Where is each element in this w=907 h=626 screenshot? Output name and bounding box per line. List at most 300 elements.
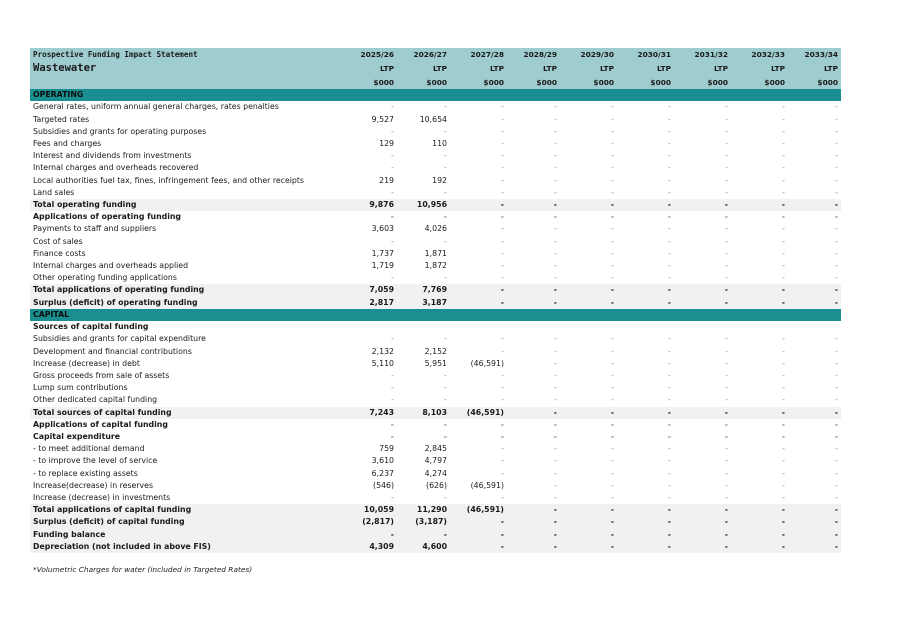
value-cell: - [554, 248, 557, 258]
value-cell: 7,769 [397, 284, 450, 296]
table-row [30, 236, 841, 248]
row-label: Gross proceeds from sale of assets [33, 371, 170, 381]
row-label: Development and financial contributions [33, 346, 192, 356]
value-cell: - [725, 163, 728, 173]
value-cell: - [725, 261, 728, 271]
value-cell: - [391, 493, 394, 503]
value-cell: - [782, 468, 785, 478]
row-label: Payments to staff and suppliers [33, 224, 157, 234]
value-cell: - [668, 493, 671, 503]
value-cell: - [725, 248, 728, 258]
value-cell: - [617, 529, 674, 541]
value-cell: - [501, 139, 504, 148]
header-year-cell: 2025/26 [344, 48, 397, 61]
row-label: Interest and dividends from investments [33, 151, 192, 161]
value-cell: - [554, 395, 557, 405]
value-cell: - [782, 371, 785, 381]
value-cell: - [725, 468, 728, 478]
total-row [30, 541, 841, 553]
value-cell: - [444, 126, 447, 136]
value-cell: - [554, 102, 557, 112]
value-cell: - [835, 126, 838, 136]
value-cell: - [560, 516, 617, 528]
value-cell: - [507, 284, 560, 296]
value-cell: - [611, 224, 614, 234]
value-cell: - [782, 261, 785, 271]
value-cell: - [668, 163, 671, 173]
value-cell: - [674, 541, 731, 553]
value-cell [560, 89, 617, 101]
table-row [30, 333, 841, 345]
value-cell: - [391, 273, 394, 283]
value-cell: - [835, 493, 838, 503]
fis-table [30, 48, 841, 553]
value-cell [674, 321, 731, 333]
value-cell: - [554, 334, 557, 344]
value-cell: - [731, 407, 788, 419]
value-cell: - [507, 199, 560, 211]
value-cell: - [834, 432, 838, 442]
value-cell: - [782, 444, 785, 454]
value-cell [617, 321, 674, 333]
value-cell: 1,872 [424, 261, 447, 271]
value-cell: - [788, 516, 841, 528]
value-cell: - [835, 236, 838, 246]
value-cell: - [782, 346, 785, 356]
value-cell: - [610, 432, 614, 442]
value-cell: - [782, 151, 785, 161]
value-cell: - [731, 284, 788, 296]
row-label: OPERATING [30, 89, 344, 101]
table-row [30, 211, 841, 223]
value-cell: - [668, 126, 671, 136]
value-cell: - [835, 151, 838, 161]
value-cell: - [668, 395, 671, 405]
value-cell: 2,132 [371, 346, 394, 356]
value-cell: - [668, 334, 671, 344]
value-cell: - [391, 334, 394, 344]
value-cell: - [725, 139, 728, 148]
value-cell: - [731, 504, 788, 516]
value-cell: - [725, 224, 728, 234]
value-cell: 3,610 [371, 456, 394, 466]
value-cell: - [501, 444, 504, 454]
value-cell: - [611, 371, 614, 381]
row-label: Sources of capital funding [33, 322, 149, 332]
value-cell: - [668, 102, 671, 112]
value-cell: - [344, 529, 397, 541]
value-cell: - [554, 139, 557, 148]
value-cell: - [610, 419, 614, 429]
value-cell: - [611, 102, 614, 112]
funding-impact-statement [30, 48, 838, 553]
value-cell [507, 89, 560, 101]
value-cell: - [617, 541, 674, 553]
value-cell: - [725, 187, 728, 197]
total-row [30, 504, 841, 516]
value-cell: - [611, 248, 614, 258]
header-unit-cell: $000 [617, 76, 674, 89]
value-cell: - [724, 212, 728, 222]
row-label: Increase (decrease) in debt [33, 358, 140, 368]
value-cell: - [391, 102, 394, 112]
header-row-plan [30, 61, 841, 76]
row-label: Land sales [33, 187, 75, 197]
value-cell: - [668, 224, 671, 234]
value-cell: - [725, 236, 728, 246]
value-cell [397, 321, 450, 333]
value-cell: - [554, 444, 557, 454]
value-cell: - [668, 456, 671, 466]
value-cell: - [731, 297, 788, 309]
value-cell: - [668, 371, 671, 381]
value-cell: (3,187) [397, 516, 450, 528]
value-cell: - [668, 236, 671, 246]
value-cell: - [554, 273, 557, 283]
table-row [30, 321, 841, 333]
value-cell: - [501, 456, 504, 466]
value-cell: - [782, 114, 785, 124]
value-cell: - [731, 529, 788, 541]
value-cell: - [500, 212, 504, 222]
value-cell: 7,059 [344, 284, 397, 296]
value-cell: - [667, 419, 671, 429]
value-cell [788, 89, 841, 101]
row-label: Applications of capital funding [33, 419, 168, 429]
value-cell: - [835, 224, 838, 234]
value-cell: (46,591) [470, 480, 504, 490]
value-cell: - [725, 175, 728, 185]
row-label: Lump sum contributions [33, 383, 128, 393]
value-cell [397, 89, 450, 101]
value-cell: - [507, 407, 560, 419]
header-plan-cell: LTP [674, 61, 731, 76]
value-cell: - [674, 504, 731, 516]
value-cell: - [443, 212, 447, 222]
section-row [30, 89, 841, 101]
value-cell: - [560, 297, 617, 309]
header-unit-cell: $000 [397, 76, 450, 89]
value-cell: - [725, 273, 728, 283]
value-cell: - [501, 126, 504, 136]
value-cell: - [554, 383, 557, 393]
value-cell: - [611, 163, 614, 173]
value-cell: - [611, 395, 614, 405]
value-cell: - [554, 346, 557, 356]
value-cell: - [501, 163, 504, 173]
table-row [30, 126, 841, 138]
row-label: Subsidies and grants for capital expenditure [33, 334, 206, 344]
row-label: Internal charges and overheads recovered [33, 163, 199, 173]
value-cell: - [724, 419, 728, 429]
value-cell: - [554, 236, 557, 246]
value-cell: - [834, 419, 838, 429]
table-row [30, 114, 841, 126]
value-cell: (546) [373, 480, 394, 490]
value-cell: 10,654 [419, 114, 447, 124]
value-cell: - [782, 493, 785, 503]
table-row [30, 187, 841, 199]
row-label: Applications of operating funding [33, 212, 182, 222]
value-cell [674, 309, 731, 321]
value-cell: - [501, 175, 504, 185]
value-cell: - [668, 139, 671, 148]
value-cell: 3,187 [397, 297, 450, 309]
header-year-cell: 2032/33 [731, 48, 788, 61]
value-cell: - [391, 383, 394, 393]
table-row [30, 455, 841, 467]
value-cell: - [450, 284, 507, 296]
value-cell [450, 321, 507, 333]
value-cell: - [788, 407, 841, 419]
value-cell [617, 89, 674, 101]
value-cell: - [450, 516, 507, 528]
value-cell: - [611, 236, 614, 246]
value-cell: - [668, 175, 671, 185]
value-cell: - [611, 383, 614, 393]
value-cell: - [444, 371, 447, 381]
table-row [30, 419, 841, 431]
value-cell: - [501, 468, 504, 478]
value-cell: - [788, 284, 841, 296]
table-row [30, 492, 841, 504]
header-row-units [30, 76, 841, 89]
row-label: Surplus (deficit) of capital funding [30, 516, 344, 528]
value-cell: - [554, 151, 557, 161]
value-cell: - [560, 199, 617, 211]
value-cell: 7,243 [344, 407, 397, 419]
value-cell: 4,797 [424, 456, 447, 466]
value-cell: - [444, 273, 447, 283]
value-cell: 2,817 [344, 297, 397, 309]
value-cell: - [611, 187, 614, 197]
value-cell: 8,103 [397, 407, 450, 419]
value-cell: - [501, 102, 504, 112]
value-cell: 11,290 [397, 504, 450, 516]
value-cell: - [835, 163, 838, 173]
value-cell: - [835, 456, 838, 466]
header-year-cell: 2027/28 [450, 48, 507, 61]
table-row [30, 175, 841, 187]
value-cell: 5,110 [371, 358, 394, 368]
table-row [30, 346, 841, 358]
value-cell: - [731, 541, 788, 553]
value-cell: - [391, 236, 394, 246]
value-cell: - [835, 358, 838, 368]
row-label: Local authorities fuel tax, fines, infringement fees, and other receipts [33, 175, 304, 185]
value-cell: - [444, 236, 447, 246]
header-plan-cell: LTP [450, 61, 507, 76]
value-cell: - [788, 297, 841, 309]
value-cell: - [391, 395, 394, 405]
value-cell: - [554, 114, 557, 124]
table-row [30, 358, 841, 370]
total-row [30, 284, 841, 296]
value-cell: - [668, 346, 671, 356]
value-cell: 1,719 [371, 261, 394, 271]
value-cell: - [725, 493, 728, 503]
value-cell: - [507, 541, 560, 553]
row-label: Other operating funding applications [33, 273, 177, 283]
value-cell: - [781, 212, 785, 222]
value-cell: - [554, 358, 557, 368]
header-row-years [30, 48, 841, 61]
table-header [30, 48, 841, 89]
value-cell: - [725, 346, 728, 356]
row-label: Increase (decrease) in investments [33, 493, 171, 503]
value-cell: - [668, 151, 671, 161]
value-cell: - [507, 529, 560, 541]
value-cell: - [835, 383, 838, 393]
header-unit-cell: $000 [788, 76, 841, 89]
value-cell: - [444, 151, 447, 161]
value-cell: - [781, 419, 785, 429]
value-cell: - [781, 432, 785, 442]
table-row [30, 260, 841, 272]
value-cell: - [554, 175, 557, 185]
value-cell [450, 89, 507, 101]
value-cell: - [674, 199, 731, 211]
value-cell: - [782, 480, 785, 490]
value-cell: 1,871 [424, 248, 447, 258]
header-plan-cell: LTP [617, 61, 674, 76]
value-cell: (2,817) [344, 516, 397, 528]
row-label: Other dedicated capital funding [33, 395, 158, 405]
value-cell: - [725, 480, 728, 490]
value-cell: - [501, 383, 504, 393]
value-cell: - [835, 273, 838, 283]
value-cell: - [554, 224, 557, 234]
value-cell: - [782, 236, 785, 246]
value-cell: - [450, 297, 507, 309]
value-cell: - [553, 212, 557, 222]
value-cell: - [611, 126, 614, 136]
value-cell: - [611, 175, 614, 185]
header-plan-cell: LTP [507, 61, 560, 76]
value-cell: - [611, 114, 614, 124]
value-cell: - [782, 358, 785, 368]
value-cell: - [617, 407, 674, 419]
value-cell: - [667, 432, 671, 442]
value-cell [344, 309, 397, 321]
total-row [30, 529, 841, 541]
value-cell: - [668, 358, 671, 368]
value-cell [507, 309, 560, 321]
header-plan-cell: LTP [397, 61, 450, 76]
row-label: Capital expenditure [33, 432, 121, 442]
row-label: Finance costs [33, 248, 86, 258]
value-cell: - [507, 516, 560, 528]
value-cell: - [554, 371, 557, 381]
value-cell: - [782, 139, 785, 148]
header-plan-cell: LTP [788, 61, 841, 76]
value-cell: - [788, 199, 841, 211]
value-cell: 4,274 [424, 468, 447, 478]
value-cell: - [501, 151, 504, 161]
value-cell: - [835, 139, 838, 148]
value-cell: 5,951 [424, 358, 447, 368]
total-row [30, 297, 841, 309]
value-cell: - [782, 334, 785, 344]
value-cell: 4,309 [344, 541, 397, 553]
value-cell: 1,737 [371, 248, 394, 258]
table-row [30, 248, 841, 260]
table-row [30, 443, 841, 455]
header-unit-cell: $000 [507, 76, 560, 89]
value-cell: - [444, 395, 447, 405]
row-label: - to improve the level of service [33, 456, 158, 466]
value-cell: - [725, 126, 728, 136]
value-cell: - [731, 199, 788, 211]
value-cell: - [668, 261, 671, 271]
value-cell: - [443, 419, 447, 429]
value-cell: - [554, 480, 557, 490]
value-cell: - [390, 419, 394, 429]
value-cell: - [553, 419, 557, 429]
value-cell [450, 309, 507, 321]
value-cell: - [554, 126, 557, 136]
value-cell: - [782, 175, 785, 185]
value-cell: - [835, 114, 838, 124]
value-cell: - [725, 151, 728, 161]
value-cell: - [611, 273, 614, 283]
value-cell: (46,591) [470, 358, 504, 368]
value-cell: - [617, 284, 674, 296]
table-row [30, 150, 841, 162]
value-cell: - [725, 114, 728, 124]
value-cell: - [554, 456, 557, 466]
value-cell: - [835, 248, 838, 258]
value-cell: - [501, 371, 504, 381]
row-label: Increase(decrease) in reserves [33, 480, 154, 490]
value-cell: - [391, 371, 394, 381]
value-cell: - [501, 334, 504, 344]
value-cell: - [554, 468, 557, 478]
value-cell: - [553, 432, 557, 442]
row-label: Internal charges and overheads applied [33, 261, 189, 271]
value-cell: - [788, 541, 841, 553]
value-cell: (626) [426, 480, 447, 490]
value-cell: - [391, 151, 394, 161]
value-cell: - [450, 541, 507, 553]
value-cell: 4,026 [424, 224, 447, 234]
header-unit-cell: $000 [344, 76, 397, 89]
value-cell: - [391, 187, 394, 197]
row-label: Surplus (deficit) of operating funding [30, 297, 344, 309]
value-cell: - [668, 480, 671, 490]
table-row [30, 468, 841, 480]
row-label: - to replace existing assets [33, 468, 138, 478]
value-cell: - [782, 126, 785, 136]
value-cell: - [444, 102, 447, 112]
value-cell: 4,600 [397, 541, 450, 553]
table-row [30, 272, 841, 284]
value-cell: - [617, 199, 674, 211]
value-cell: - [444, 493, 447, 503]
value-cell: 2,845 [424, 444, 447, 454]
header-year-cell: 2031/32 [674, 48, 731, 61]
value-cell: - [501, 493, 504, 503]
value-cell: - [725, 334, 728, 344]
value-cell [788, 309, 841, 321]
table-row [30, 223, 841, 235]
value-cell: - [611, 151, 614, 161]
value-cell: - [397, 529, 450, 541]
value-cell: - [667, 212, 671, 222]
total-row [30, 199, 841, 211]
value-cell: - [725, 395, 728, 405]
row-label: Total operating funding [30, 199, 344, 211]
